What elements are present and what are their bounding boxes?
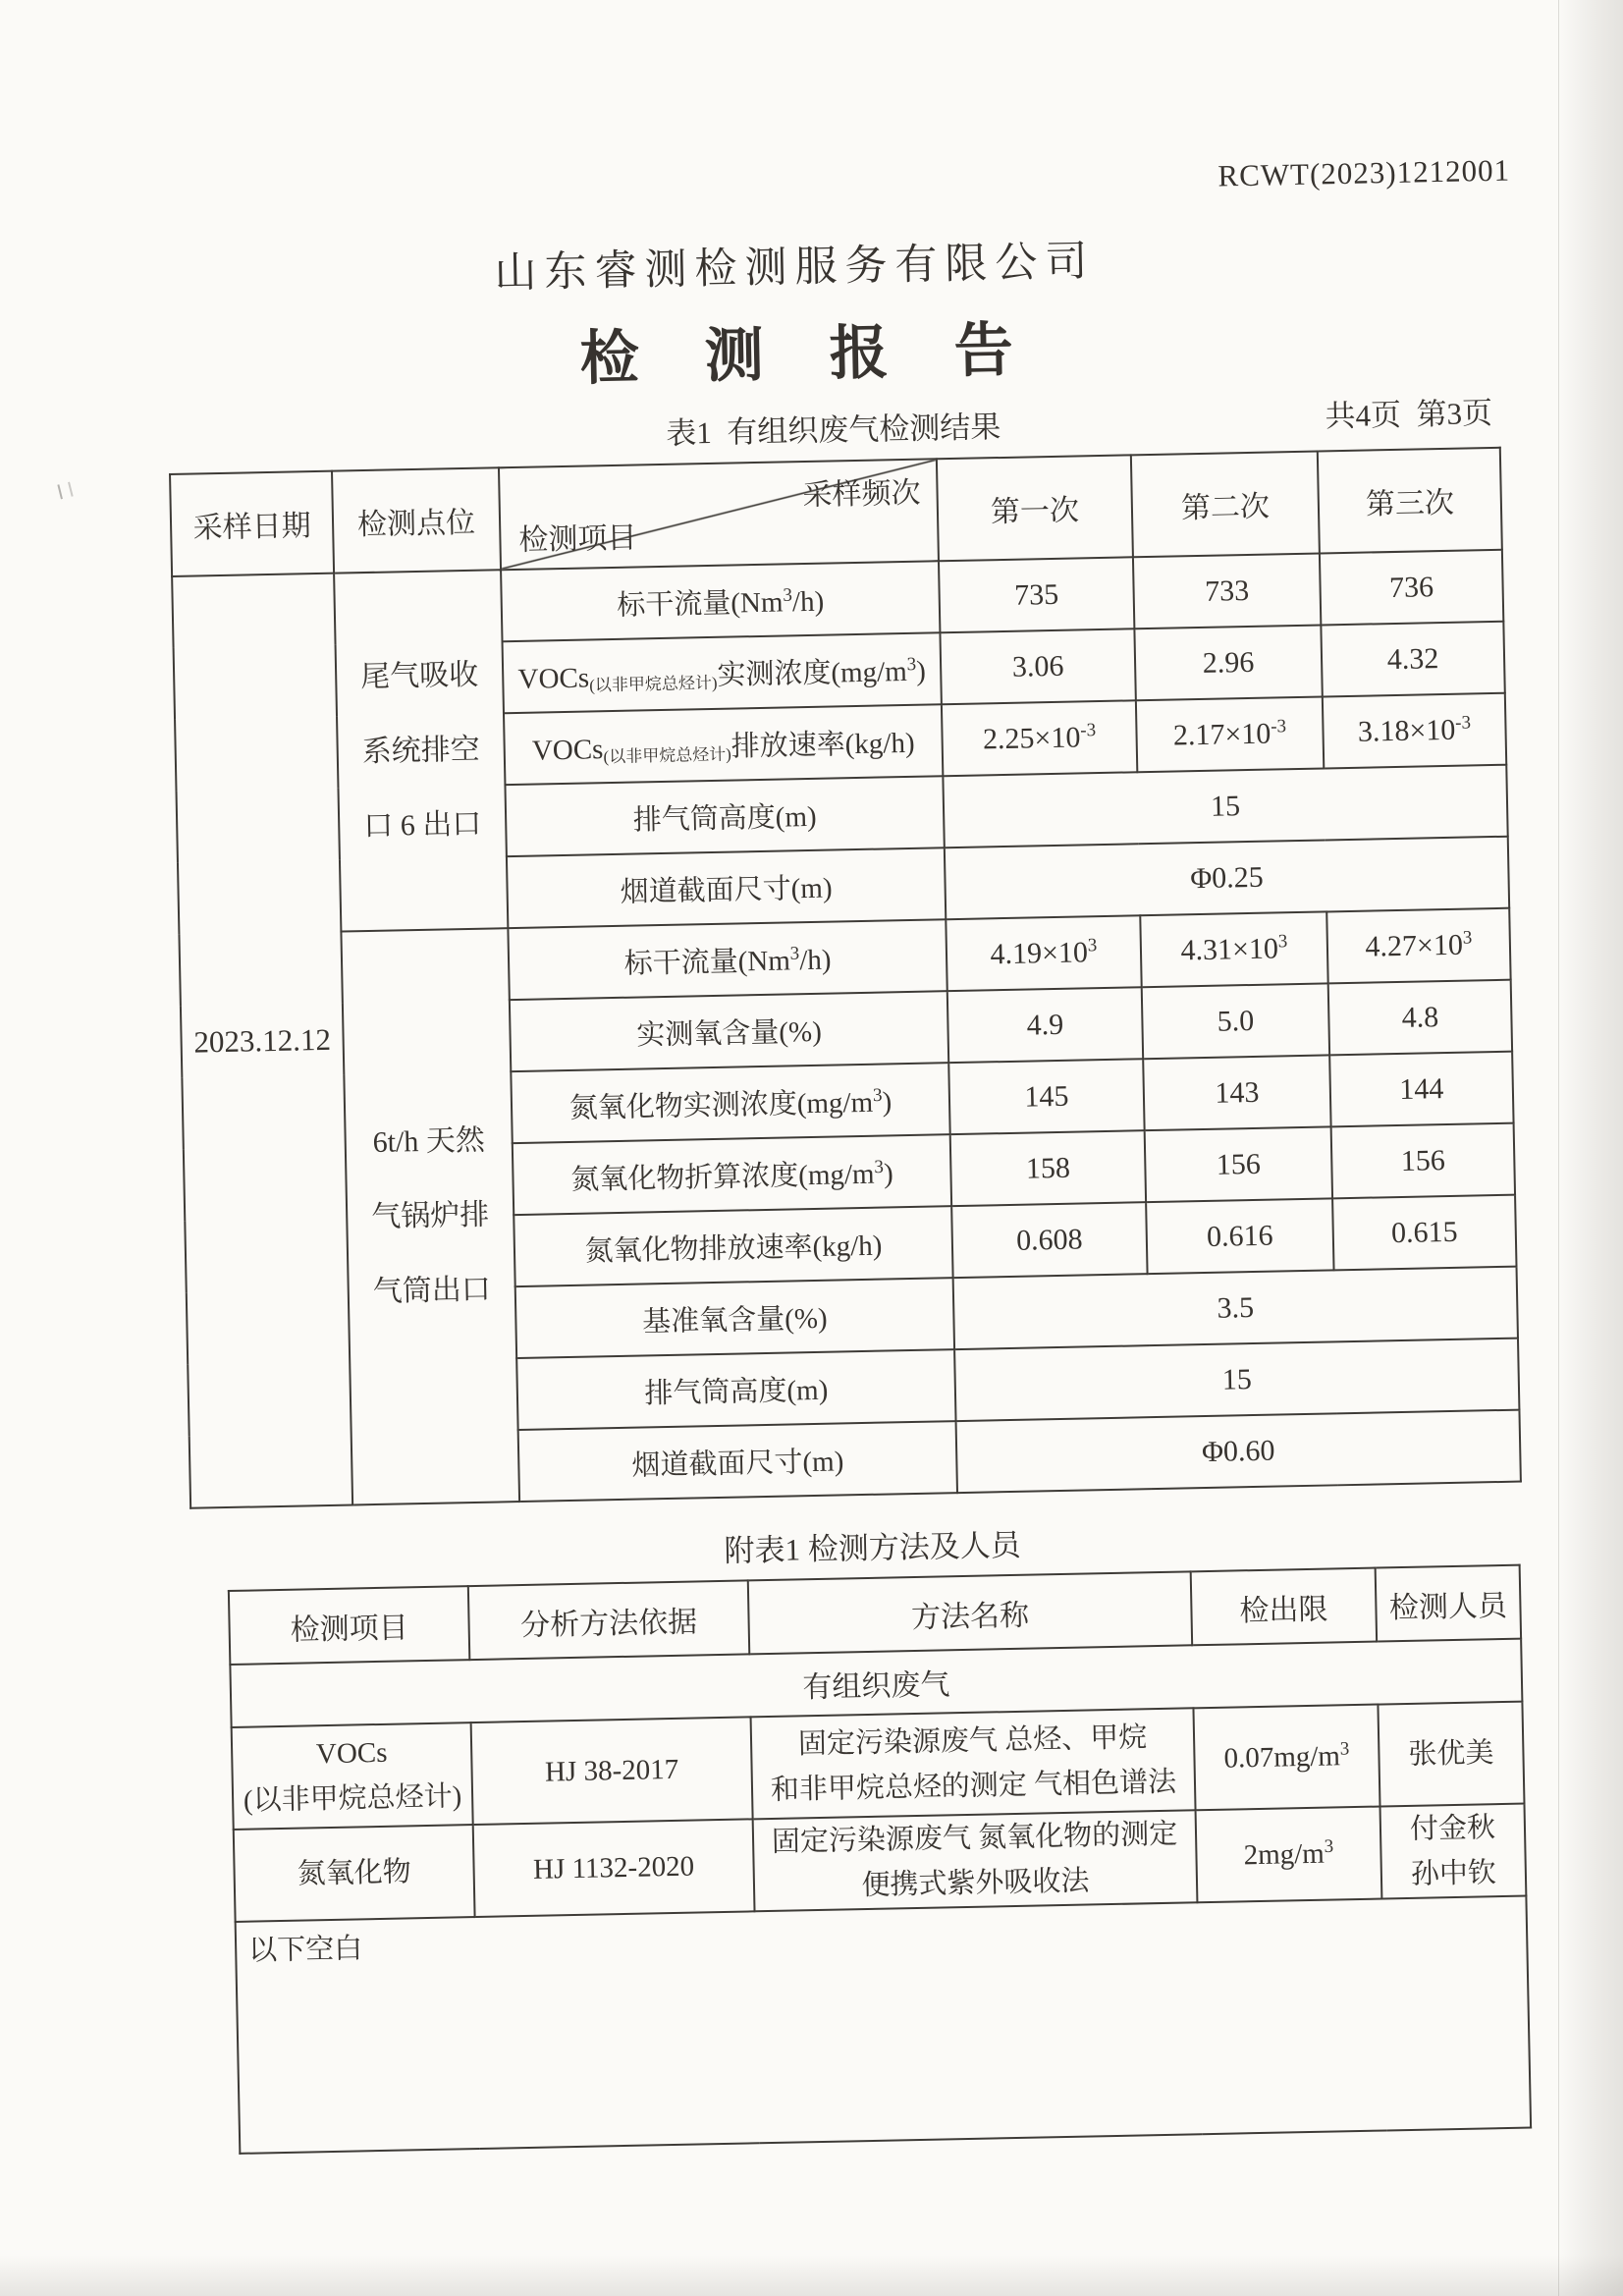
personnel-cell: 张优美 [1378,1702,1524,1807]
result-value-cell: 4.8 [1328,980,1512,1056]
table2-methods-personnel [228,1564,1532,2155]
result-value-cell: 143 [1143,1055,1330,1130]
test-item-cell: VOCs(以非甲烷总烃计)实测浓度$(mg/m^3)$ [503,632,942,713]
result-value-cell: $2.25\times 10^{-3}$ [942,700,1137,776]
header-run-1: 第一次 [937,455,1133,561]
header-monitor-point: 检测点位 [332,467,501,573]
header-run-2: 第二次 [1131,452,1320,558]
test-item-cell: 排气筒高度(m) [516,1349,955,1430]
sample-date-cell: 2023.12.12 [172,574,352,1508]
result-value-cell: 736 [1320,550,1503,626]
company-name: 山东睿测检测服务有限公司 [494,239,1096,298]
header-detection-limit: 检出限 [1191,1568,1377,1646]
result-value-cell: 156 [1331,1123,1515,1199]
method-name-cell: 固定污染源废气 氮氧化物的测定 便携式紫外吸收法 [753,1810,1198,1911]
header-method-name: 方法名称 [748,1571,1192,1654]
table-row [236,1896,1531,2154]
result-value-cell: 0.615 [1332,1195,1516,1271]
test-item-cell: 实测氧含量(%) [510,991,948,1071]
result-value-cell: $4.27\times 10^3$ [1326,908,1510,984]
result-value-cell: 4.9 [947,987,1143,1063]
header-personnel: 检测人员 [1376,1565,1521,1642]
result-value-cell: 158 [950,1130,1146,1206]
test-item-cell: 标干流量(Nm$^3$/h) [501,561,940,641]
header-sample-date: 采样日期 [170,471,334,576]
page-edge-shadow-bottom [0,2255,1623,2296]
result-value-cell: 145 [948,1059,1144,1134]
table1-organized-emission-results [169,447,1522,1509]
detection-limit-cell: $2mg/m^3$ [1196,1807,1382,1903]
result-value-merged-cell: 15 [954,1339,1519,1422]
method-basis-cell: HJ 1132-2020 [473,1819,755,1917]
blank-below-cell: 以下空白 [236,1896,1531,2154]
test-item-cell: 烟道截面尺寸(m) [507,847,946,928]
header-method-basis: 分析方法依据 [468,1580,749,1660]
result-value-cell: $2.17\times 10^{-3}$ [1136,696,1324,772]
section-label-cell: 有组织废气 [230,1639,1522,1727]
method-item-cell: 氮氧化物 [234,1825,475,1922]
test-item-cell: 氮氧化物折算浓度$(mg/m^3)$ [513,1134,951,1215]
report-number: RCWT(2023)1212001 [1217,152,1511,193]
personnel-cell: 付金秋 孙中钦 [1380,1804,1527,1899]
result-value-cell: 735 [939,557,1134,632]
result-value-cell: 5.0 [1142,983,1329,1059]
result-value-merged-cell: 3.5 [953,1267,1518,1350]
method-basis-cell: HJ 38-2017 [471,1717,753,1825]
result-value-cell: 733 [1133,554,1321,629]
detection-limit-cell: $0.07mg/m^3$ [1193,1705,1380,1811]
result-value-merged-cell: 15 [943,765,1507,848]
table2-caption: 附表1 检测方法及人员 [724,1527,1022,1568]
result-value-cell: $4.19\times 10^3$ [946,915,1141,991]
test-item-cell: 基准氧含量(%) [515,1278,954,1358]
result-value-cell: $4.31\times 10^3$ [1140,911,1327,987]
header-run-3: 第三次 [1318,448,1502,554]
result-value-cell: 144 [1329,1052,1513,1127]
result-value-merged-cell: Φ0.25 [945,837,1509,920]
test-item-cell: 氮氧化物排放速率(kg/h) [514,1206,952,1286]
method-item-cell: VOCs (以非甲烷总烃计) [232,1722,473,1830]
page-edge-shadow-right [1558,0,1623,2296]
report-title: 检 测 报 告 [579,317,1040,392]
header-diagonal-cell [499,459,939,570]
test-item-cell: 排气筒高度(m) [505,776,944,856]
result-value-merged-cell: Φ0.60 [956,1410,1521,1494]
page-indicator: 共4页 第3页 [1325,395,1493,434]
result-value-cell: 0.616 [1146,1198,1333,1274]
test-item-cell: 氮氧化物实测浓度$(mg/m^3)$ [511,1063,949,1143]
diagonal-label-item: 检测项目 [518,521,637,557]
result-value-cell: $3.18\times 10^{-3}$ [1323,693,1506,769]
test-item-cell: 标干流量(Nm$^3$/h) [508,919,947,1000]
monitor-point-cell: 尾气吸收 系统排空 口 6 出口 [334,570,508,931]
method-name-cell: 固定污染源废气 总烃、甲烷 和非甲烷总烃的测定 气相色谱法 [751,1708,1196,1819]
table1-caption: 表1 有组织废气检测结果 [665,409,1001,451]
result-value-cell: 2.96 [1134,625,1322,700]
monitor-point-cell: 6t/h 天然 气锅炉排 气筒出口 [341,928,519,1504]
test-item-cell: 烟道截面尺寸(m) [518,1421,957,1502]
result-value-cell: 156 [1145,1126,1332,1202]
result-value-cell: 3.06 [940,629,1135,704]
header-test-item: 检测项目 [229,1586,469,1665]
result-value-cell: 4.32 [1321,622,1504,697]
test-item-cell: VOCs(以非甲烷总烃计)排放速率(kg/h) [504,704,943,785]
result-value-cell: 0.608 [951,1202,1147,1278]
diagonal-label-frequency: 采样频次 [802,476,921,513]
